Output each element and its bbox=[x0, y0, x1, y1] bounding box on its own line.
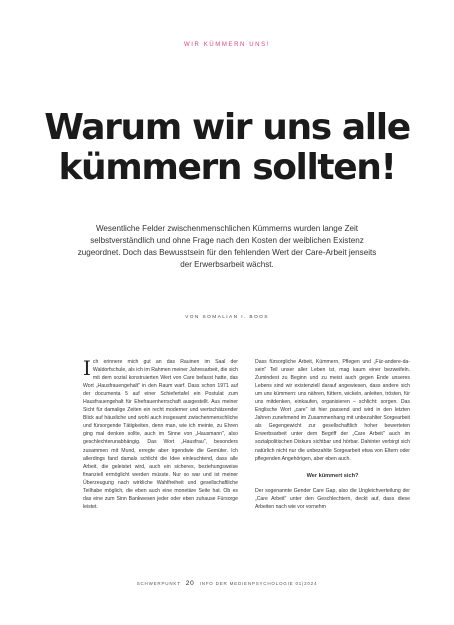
title-line-1: Warum wir uns alle bbox=[44, 107, 410, 148]
right-column bbox=[255, 358, 410, 511]
left-column bbox=[83, 358, 238, 511]
right-column-paragraph-2: Der sogenannte Gender Care Gap, also die Ungleichverteilung der „Care Arbeit" unter den Geschlechtern, deckt auf, dass diese Arbeiten nach wie vor vornehm bbox=[255, 487, 410, 510]
title-line-2: kümmern sollten! bbox=[58, 147, 396, 188]
page-number: 20 bbox=[185, 580, 195, 587]
article-title bbox=[0, 108, 454, 188]
lead-paragraph: Wesentliche Felder zwischenmenschlichen Kümmerns wurden lange Zeit selbstverständlich und ohne Frage nach den Kosten der weiblichen Existenz zugeordnet. Doch das Bewusstsein für den fehlenden Wert der Care-Arbeit jenseits der Erwerbsarbeit wächst. bbox=[77, 224, 377, 270]
drop-cap: I bbox=[83, 356, 91, 380]
right-column-paragraph-1: Dass fürsorgliche Arbeit, Kümmern, Pflegen und „Für-andere-da-sein" Teil unser aller Leben ist, mag kaum einer bezweifeln. Zumindest zu Beginn und zu meist auch gegen Ende unseres Lebens sind wir existenziell darauf angewiesen, dass andere sich um uns kümmern: uns nähren, füttern, wickeln, anleiten, trösten, für uns mitdenken, einkaufen, organisieren – schlicht: sorgen. Das Englische Wort „care" ist hier passend und wird in den letzten Jahren zunehmend im Zusammenhang mit unbezahlter Sorgearbeit als Gegengewicht zur gesellschaftlich hoher bewerteten Erwerbsarbeit unter dem Begriff der „Care Arbeit" auch im sozialpolitischen Diskurs sichtbar und hörbar. Dahinter verbirgt sich natürlich nicht nur die unbezahlte Sorgearbeit etwa von Eltern oder pflegenden Angehörigen, aber eben auch. bbox=[255, 359, 410, 462]
byline: VON SOMALIAN I. BOOS bbox=[185, 315, 269, 320]
left-column-body: ch erinnere mich gut an das Rauinen im Saal der Waldorfschule, als ich im Rahmen meiner Jahresarbeit, die sich mit dem sozial konstruierten Wert von Care befasst hatte, das Wort „Hausfrauengehalt" in den Raum warf. Dass schon 1971 auf der documenta 5 auf einer Schiefertafel ein Postulat zum Hausfrauengehalt für Ehefrauenherrschaft ausgestellt. Aus meiner Sicht für damalige Zeiten ein recht moderner und wertschätzender Blick auf häusliche und wohl auch insgesamt zwischenmenschliche und fürsorgende Tätigkeiten, denn man, wie ich meinte, zu Ehren ging mal denken sollte, auch im Sinne von „Hausmann", also geschlechterunabhängig. Das Wort „Hausfrau", besonders zusammen mit Mund, erregte aber irgendwie die Gemüter. Ich allerdings fand damals schlicht die Idee einleuchtend, dass alle Arbeit, die geleistet wird, auch ein sicheres, beziehungsweise finanziell ermöglicht werden müsste. Nur so war und ist meiner Überzeugung nach wirkliche Wahlfreiheit und gesellschaftliche Teilhabe möglich, die eben auch eine monetäre Seite hat. Ob es das eine zum Sinn Bankwesen jeder oder eben zuhause Fürsorge leistet. bbox=[83, 359, 238, 510]
page-footer bbox=[0, 580, 454, 587]
section-subheading: Wer kümmert sich? bbox=[306, 472, 359, 479]
left-column-text bbox=[83, 358, 238, 511]
footer-section: SCHWERPUNKT bbox=[136, 581, 181, 586]
footer-publication: INFO DER MEDIENPSYCHOLOGIE 01|2024 bbox=[199, 581, 318, 586]
kicker: WIR KÜMMERN UNS! bbox=[184, 42, 270, 48]
